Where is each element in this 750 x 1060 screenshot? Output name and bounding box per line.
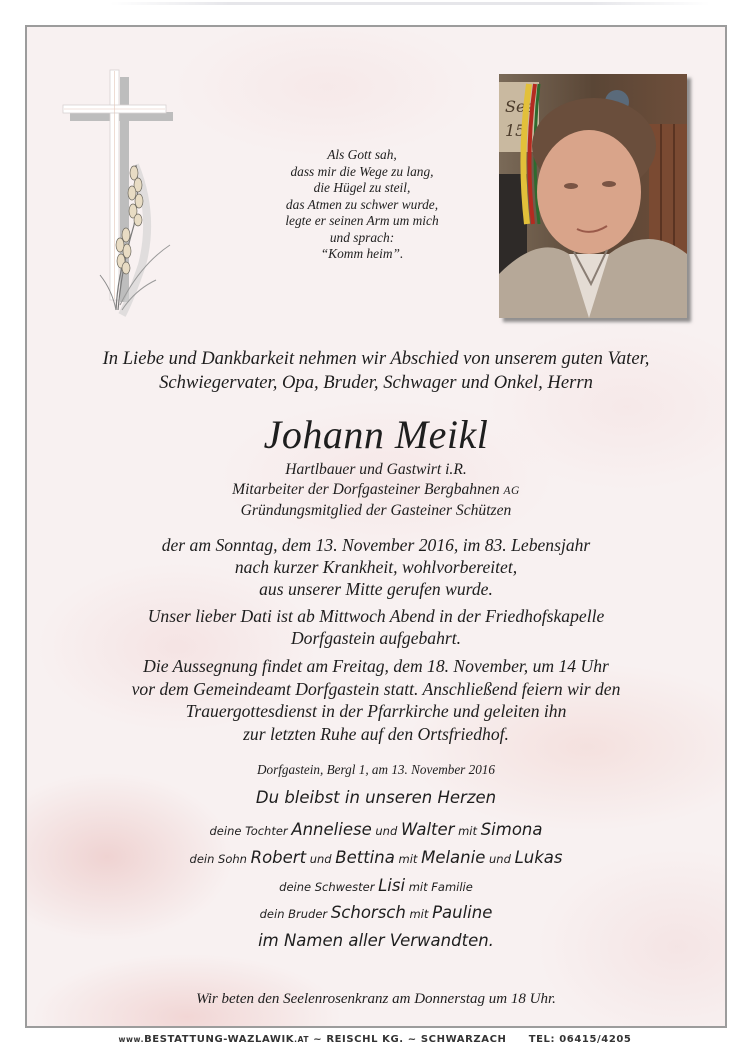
deceased-titles [26,460,726,521]
paragraph-line: zur letzten Ruhe auf den Ortsfriedhof. [243,723,509,744]
paragraph-line: Dorfgastein aufgebahrt. [290,628,462,648]
poem-line: und sprach: [329,229,395,245]
intro-text [26,347,726,395]
relative-name: Simona [480,820,543,839]
title-text: Hartlbauer und Gastwirt i.R. [285,461,467,478]
connector: mit [458,824,478,838]
title-line [26,460,726,480]
poem-line: das Atmen zu schwer wurde, [285,196,439,212]
death-paragraph [26,534,726,600]
relative-line [26,873,726,901]
footer-company: REISCHL KG. [326,1034,404,1045]
relative-name: Lisi [378,875,406,895]
relative-name: Anneliese [291,820,372,839]
paragraph-line: Die Aussegnung findet am Freitag, dem 18. November, um 14 Uhr [143,656,609,676]
title-line [26,480,726,501]
relative-line [26,900,726,928]
footer-tel-label: TEL: [528,1034,556,1045]
footer-separator: ~ [313,1034,323,1045]
deceased-name: Johann Meikl [263,412,489,457]
poem-line: Als Gott sah, [327,147,397,162]
relative-name: Lukas [514,847,563,867]
svg-text:15: 15 [505,121,526,140]
relation-label: deine Schwester [279,879,375,894]
poem-line: dass mir die Wege zu lang, [290,163,434,179]
relation-label: deine Tochter [209,824,288,838]
footer-www: www. [118,1035,145,1044]
relatives-list [26,817,726,953]
relative-name: Schorsch [330,903,406,923]
intro-line: Schwiegervater, Opa, Bruder, Schwager und Onkel, Herrn [159,372,593,393]
undertaker-footer [0,1034,750,1045]
poem [222,147,502,263]
svg-text:See: See [505,97,535,116]
paragraph-line: Trauergottesdienst in der Pfarrkirche und geleiten ihn [185,701,567,721]
footer-separator: ~ [407,1034,417,1045]
paragraph-line: vor dem Gemeindeamt Dorfgastein statt. Anschließend feiern wir den [131,678,621,699]
footer-tld: .AT [294,1035,310,1044]
paragraph-line: der am Sonntag, dem 13. November 2016, im 83. Lebensjahr [161,535,591,555]
connector: mit [409,907,429,922]
title-text: Gründungsmitglied der Gasteiner Schützen [240,502,512,519]
connector: mit Familie [408,879,473,894]
cross-with-wheat-icon [60,65,190,320]
poem-line: legte er seinen Arm um mich [285,213,439,228]
paragraph-line: nach kurzer Krankheit, wohlvorbereitet, [234,557,518,577]
viewing-paragraph [26,605,726,649]
rosary-note: Wir beten den Seelenrosenkranz am Donnerstag um 18 Uhr. [196,991,556,1007]
scan-edge-line [110,2,710,5]
mourners-closing: im Namen aller Verwandten. [258,931,494,951]
paragraph-line: Unser lieber Dati ist ab Mittwoch Abend in der Friedhofskapelle [147,606,605,626]
intro-line: In Liebe und Dankbarkeit nehmen wir Abschied von unserem guten Vater, [102,348,650,369]
title-text: Mitarbeiter der Dorfgasteiner Bergbahnen [232,481,500,498]
relative-name: Robert [250,847,307,867]
place-date: Dorfgastein, Bergl 1, am 13. November 2016 [257,762,495,777]
title-line [26,501,726,521]
relation-label: dein Sohn [189,851,247,866]
relative-name: Melanie [421,847,486,867]
relative-name: Pauline [432,903,493,923]
footer-town: SCHWARZACH [420,1034,507,1045]
portrait-photo [499,74,687,318]
footer-tel: 06415/4205 [559,1034,632,1045]
connector: und [309,851,332,866]
relative-line [26,845,726,873]
poem-line: “Komm heim”. [320,246,404,261]
paragraph-line: aus unserer Mitte gerufen wurde. [259,579,493,599]
connector: und [375,824,398,838]
connector: mit [398,851,418,866]
connector: und [489,851,511,866]
footer-site: BESTATTUNG-WAZLAWIK [144,1034,295,1045]
relative-name: Bettina [335,847,395,867]
poem-line: die Hügel zu steil, [313,180,411,195]
relative-name: Walter [400,820,455,839]
relation-label: dein Bruder [259,907,328,922]
mourners-heading: Du bleibst in unseren Herzen [255,788,497,807]
title-suffix: AG [503,485,520,497]
relative-line [26,817,726,845]
funeral-paragraph [26,655,726,745]
